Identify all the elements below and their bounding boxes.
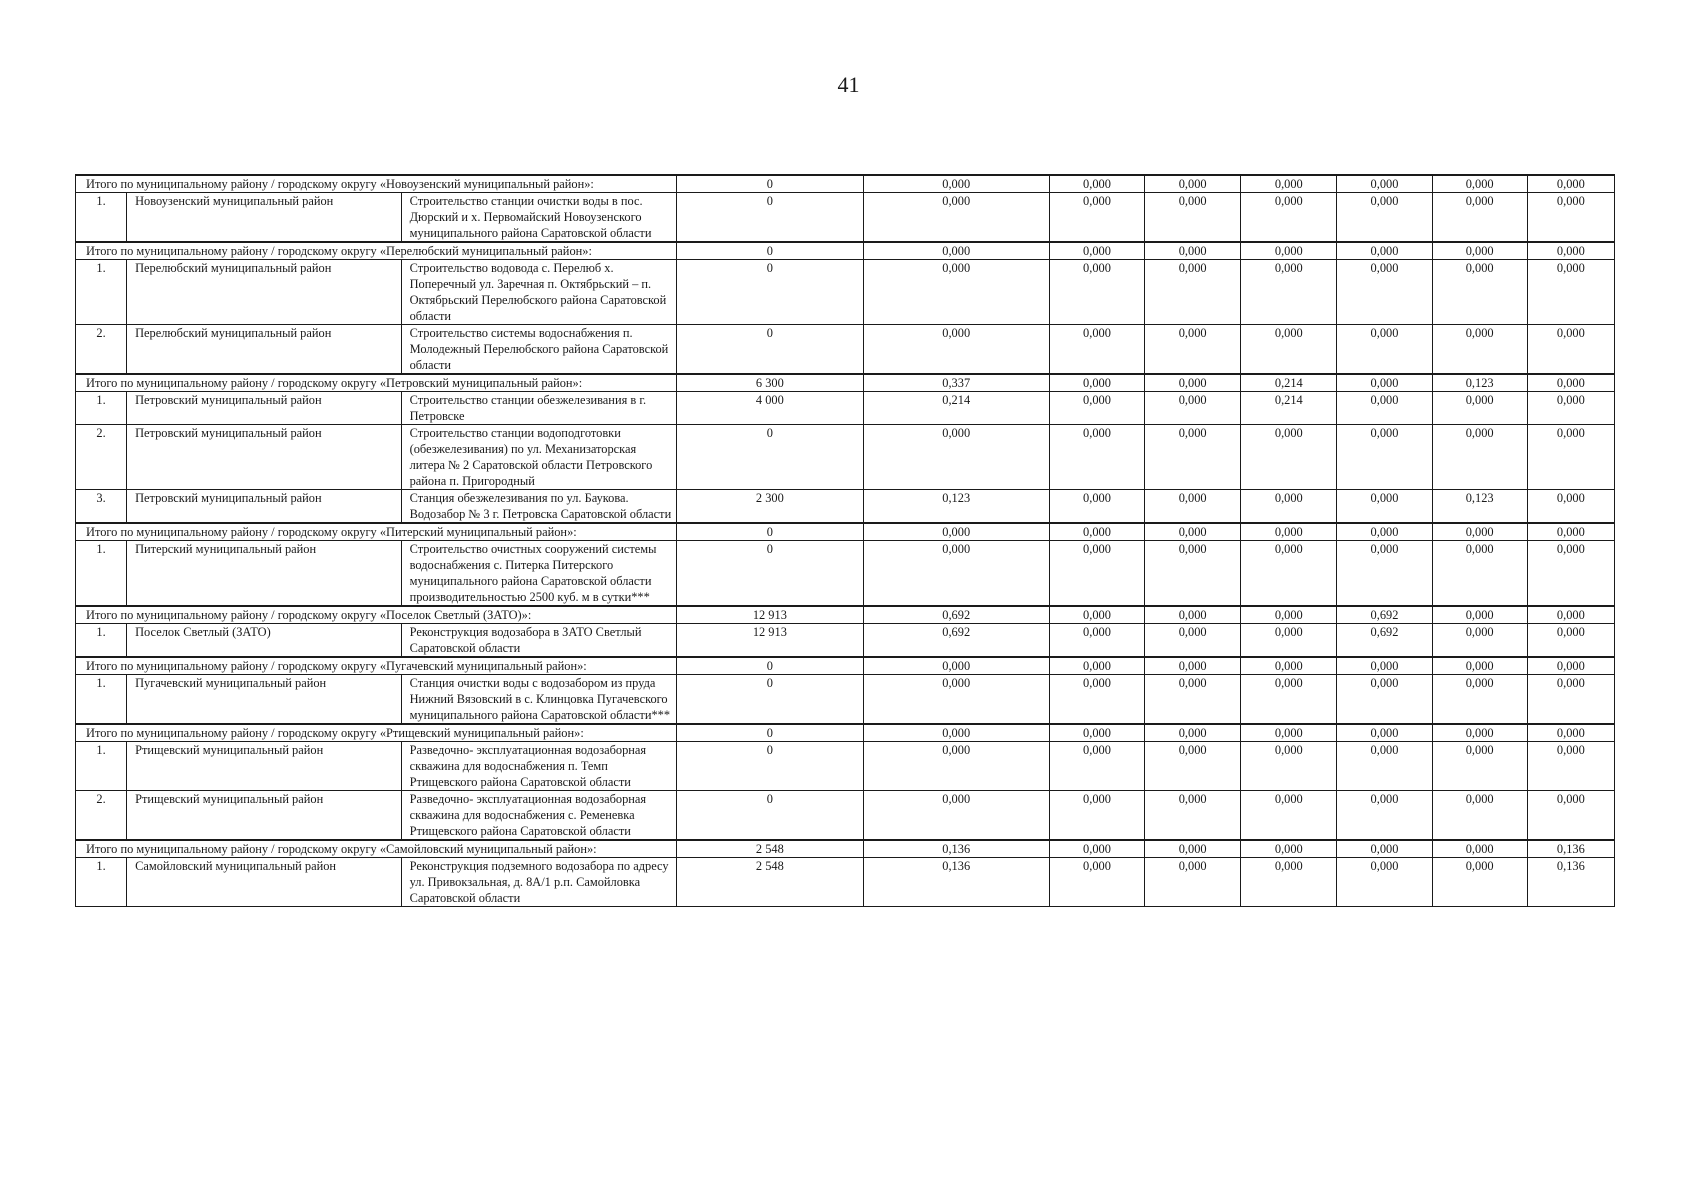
year-6-cell: 0,000 [1527, 724, 1614, 742]
year-2-cell: 0,000 [1145, 675, 1241, 725]
year-1-cell: 0,000 [1049, 791, 1144, 841]
capacity-cell: 0 [677, 193, 863, 243]
year-4-cell: 0,692 [1337, 606, 1432, 624]
total-label-cell: Итого по муниципальному району / городскому округу «Поселок Светлый (ЗАТО)»: [76, 606, 677, 624]
capacity-cell: 2 548 [677, 858, 863, 907]
total-cost-cell: 0,337 [863, 374, 1049, 392]
year-2-cell: 0,000 [1145, 624, 1241, 658]
year-3-cell: 0,000 [1241, 242, 1337, 260]
total-cost-cell: 0,000 [863, 657, 1049, 675]
year-1-cell: 0,000 [1049, 541, 1144, 607]
year-2-cell: 0,000 [1145, 425, 1241, 490]
row-number-cell: 3. [76, 490, 127, 524]
year-3-cell: 0,000 [1241, 742, 1337, 791]
year-6-cell: 0,000 [1527, 325, 1614, 375]
year-1-cell: 0,000 [1049, 260, 1144, 325]
year-3-cell: 0,214 [1241, 392, 1337, 425]
total-cost-cell: 0,000 [863, 541, 1049, 607]
object-cell: Разведочно- эксплуатационная водозаборная скважина для водоснабжения с. Ременевка Ртищевского района Саратовской области [401, 791, 677, 841]
year-6-cell: 0,000 [1527, 490, 1614, 524]
table-row [76, 425, 1615, 490]
total-row [76, 523, 1615, 541]
total-cost-cell: 0,000 [863, 523, 1049, 541]
total-cost-cell: 0,000 [863, 242, 1049, 260]
year-2-cell: 0,000 [1145, 175, 1241, 193]
capacity-cell: 12 913 [677, 624, 863, 658]
year-3-cell: 0,000 [1241, 523, 1337, 541]
capacity-cell: 6 300 [677, 374, 863, 392]
total-cost-cell: 0,000 [863, 260, 1049, 325]
year-6-cell: 0,000 [1527, 392, 1614, 425]
year-6-cell: 0,000 [1527, 374, 1614, 392]
year-6-cell: 0,136 [1527, 840, 1614, 858]
year-6-cell: 0,000 [1527, 657, 1614, 675]
object-cell: Станция обезжелезивания по ул. Баукова. Водозабор № 3 г. Петровска Саратовской области [401, 490, 677, 524]
year-4-cell: 0,000 [1337, 242, 1432, 260]
table-row [76, 675, 1615, 725]
year-6-cell: 0,000 [1527, 242, 1614, 260]
object-cell: Реконструкция подземного водозабора по адресу ул. Привокзальная, д. 8А/1 р.п. Самойловка Саратовской области [401, 858, 677, 907]
year-6-cell: 0,000 [1527, 791, 1614, 841]
year-2-cell: 0,000 [1145, 742, 1241, 791]
year-3-cell: 0,214 [1241, 374, 1337, 392]
district-cell: Перелюбский муниципальный район [127, 325, 402, 375]
year-3-cell: 0,000 [1241, 175, 1337, 193]
year-1-cell: 0,000 [1049, 742, 1144, 791]
capacity-cell: 0 [677, 791, 863, 841]
year-4-cell: 0,000 [1337, 840, 1432, 858]
object-cell: Строительство системы водоснабжения п. Молодежный Перелюбского района Саратовской области [401, 325, 677, 375]
table-row [76, 742, 1615, 791]
table-row [76, 624, 1615, 658]
total-label-cell: Итого по муниципальному району / городскому округу «Питерский муниципальный район»: [76, 523, 677, 541]
year-3-cell: 0,000 [1241, 675, 1337, 725]
page-number: 41 [837, 72, 860, 97]
capacity-cell: 0 [677, 541, 863, 607]
table-body [76, 175, 1615, 907]
year-2-cell: 0,000 [1145, 193, 1241, 243]
year-5-cell: 0,000 [1432, 840, 1527, 858]
capacity-cell: 12 913 [677, 606, 863, 624]
year-5-cell: 0,000 [1432, 392, 1527, 425]
year-5-cell: 0,000 [1432, 742, 1527, 791]
year-2-cell: 0,000 [1145, 490, 1241, 524]
total-row [76, 175, 1615, 193]
year-1-cell: 0,000 [1049, 325, 1144, 375]
district-cell: Поселок Светлый (ЗАТО) [127, 624, 402, 658]
year-5-cell: 0,000 [1432, 606, 1527, 624]
row-number-cell: 1. [76, 675, 127, 725]
year-2-cell: 0,000 [1145, 724, 1241, 742]
row-number-cell: 2. [76, 425, 127, 490]
total-cost-cell: 0,123 [863, 490, 1049, 524]
year-5-cell: 0,000 [1432, 193, 1527, 243]
object-cell: Станция очистки воды с водозабором из пруда Нижний Вязовский в с. Клинцовка Пугачевского муниципального района Саратовской области*** [401, 675, 677, 725]
year-4-cell: 0,000 [1337, 858, 1432, 907]
row-number-cell: 1. [76, 742, 127, 791]
capacity-cell: 2 300 [677, 490, 863, 524]
table-row [76, 193, 1615, 243]
total-cost-cell: 0,214 [863, 392, 1049, 425]
year-3-cell: 0,000 [1241, 325, 1337, 375]
total-row [76, 724, 1615, 742]
table-row [76, 541, 1615, 607]
district-cell: Ртищевский муниципальный район [127, 791, 402, 841]
year-1-cell: 0,000 [1049, 175, 1144, 193]
object-cell: Строительство станции водоподготовки (обезжелезивания) по ул. Механизаторская литера № 2 Саратовской области Петровского района п. Пригородный [401, 425, 677, 490]
year-2-cell: 0,000 [1145, 791, 1241, 841]
total-cost-cell: 0,000 [863, 175, 1049, 193]
district-cell: Петровский муниципальный район [127, 392, 402, 425]
year-6-cell: 0,000 [1527, 742, 1614, 791]
year-4-cell: 0,000 [1337, 374, 1432, 392]
year-3-cell: 0,000 [1241, 657, 1337, 675]
capacity-cell: 0 [677, 425, 863, 490]
year-2-cell: 0,000 [1145, 260, 1241, 325]
year-1-cell: 0,000 [1049, 675, 1144, 725]
total-cost-cell: 0,000 [863, 325, 1049, 375]
capacity-cell: 0 [677, 742, 863, 791]
year-3-cell: 0,000 [1241, 791, 1337, 841]
year-6-cell: 0,000 [1527, 606, 1614, 624]
year-4-cell: 0,000 [1337, 260, 1432, 325]
year-4-cell: 0,000 [1337, 657, 1432, 675]
object-cell: Строительство станции обезжелезивания в г. Петровске [401, 392, 677, 425]
row-number-cell: 1. [76, 624, 127, 658]
capacity-cell: 0 [677, 242, 863, 260]
year-5-cell: 0,000 [1432, 724, 1527, 742]
year-3-cell: 0,000 [1241, 490, 1337, 524]
year-4-cell: 0,000 [1337, 675, 1432, 725]
capacity-cell: 4 000 [677, 392, 863, 425]
year-5-cell: 0,000 [1432, 242, 1527, 260]
year-2-cell: 0,000 [1145, 858, 1241, 907]
year-1-cell: 0,000 [1049, 858, 1144, 907]
total-cost-cell: 0,692 [863, 624, 1049, 658]
row-number-cell: 1. [76, 858, 127, 907]
year-3-cell: 0,000 [1241, 425, 1337, 490]
capacity-cell: 0 [677, 523, 863, 541]
year-3-cell: 0,000 [1241, 840, 1337, 858]
year-1-cell: 0,000 [1049, 242, 1144, 260]
year-2-cell: 0,000 [1145, 523, 1241, 541]
year-6-cell: 0,000 [1527, 624, 1614, 658]
total-cost-cell: 0,000 [863, 675, 1049, 725]
capacity-cell: 2 548 [677, 840, 863, 858]
year-3-cell: 0,000 [1241, 606, 1337, 624]
year-5-cell: 0,000 [1432, 425, 1527, 490]
year-5-cell: 0,000 [1432, 624, 1527, 658]
capacity-cell: 0 [677, 325, 863, 375]
year-4-cell: 0,000 [1337, 724, 1432, 742]
table-row [76, 260, 1615, 325]
total-row [76, 657, 1615, 675]
year-6-cell: 0,000 [1527, 675, 1614, 725]
year-5-cell: 0,000 [1432, 858, 1527, 907]
table-row [76, 858, 1615, 907]
year-3-cell: 0,000 [1241, 858, 1337, 907]
year-1-cell: 0,000 [1049, 392, 1144, 425]
total-label-cell: Итого по муниципальному району / городскому округу «Новоузенский муниципальный район»: [76, 175, 677, 193]
year-3-cell: 0,000 [1241, 724, 1337, 742]
object-cell: Строительство водовода с. Перелюб х. Поперечный ул. Заречная п. Октябрьский – п. Октябрьский Перелюбского района Саратовской области [401, 260, 677, 325]
table-row [76, 392, 1615, 425]
total-row [76, 242, 1615, 260]
total-label-cell: Итого по муниципальному району / городскому округу «Пугачевский муниципальный район»: [76, 657, 677, 675]
object-cell: Строительство очистных сооружений системы водоснабжения с. Питерка Питерского муниципального района Саратовской области производительностью 2500 куб. м в сутки*** [401, 541, 677, 607]
year-1-cell: 0,000 [1049, 523, 1144, 541]
year-6-cell: 0,136 [1527, 858, 1614, 907]
total-cost-cell: 0,136 [863, 858, 1049, 907]
year-4-cell: 0,000 [1337, 490, 1432, 524]
year-6-cell: 0,000 [1527, 193, 1614, 243]
year-3-cell: 0,000 [1241, 541, 1337, 607]
district-cell: Самойловский муниципальный район [127, 858, 402, 907]
year-2-cell: 0,000 [1145, 374, 1241, 392]
year-1-cell: 0,000 [1049, 657, 1144, 675]
year-2-cell: 0,000 [1145, 657, 1241, 675]
investment-program-table [75, 174, 1615, 907]
year-3-cell: 0,000 [1241, 624, 1337, 658]
total-row [76, 374, 1615, 392]
year-6-cell: 0,000 [1527, 541, 1614, 607]
capacity-cell: 0 [677, 175, 863, 193]
year-5-cell: 0,123 [1432, 490, 1527, 524]
capacity-cell: 0 [677, 260, 863, 325]
year-5-cell: 0,000 [1432, 541, 1527, 607]
year-4-cell: 0,000 [1337, 791, 1432, 841]
total-label-cell: Итого по муниципальному району / городскому округу «Самойловский муниципальный район»: [76, 840, 677, 858]
row-number-cell: 1. [76, 260, 127, 325]
year-1-cell: 0,000 [1049, 374, 1144, 392]
row-number-cell: 1. [76, 193, 127, 243]
year-5-cell: 0,000 [1432, 791, 1527, 841]
row-number-cell: 1. [76, 392, 127, 425]
year-6-cell: 0,000 [1527, 425, 1614, 490]
year-5-cell: 0,123 [1432, 374, 1527, 392]
year-5-cell: 0,000 [1432, 657, 1527, 675]
total-label-cell: Итого по муниципальному району / городскому округу «Ртищевский муниципальный район»: [76, 724, 677, 742]
year-4-cell: 0,692 [1337, 624, 1432, 658]
year-6-cell: 0,000 [1527, 260, 1614, 325]
year-1-cell: 0,000 [1049, 840, 1144, 858]
district-cell: Новоузенский муниципальный район [127, 193, 402, 243]
year-2-cell: 0,000 [1145, 392, 1241, 425]
year-4-cell: 0,000 [1337, 392, 1432, 425]
district-cell: Питерский муниципальный район [127, 541, 402, 607]
district-cell: Перелюбский муниципальный район [127, 260, 402, 325]
year-6-cell: 0,000 [1527, 175, 1614, 193]
capacity-cell: 0 [677, 675, 863, 725]
year-2-cell: 0,000 [1145, 242, 1241, 260]
total-row [76, 840, 1615, 858]
year-4-cell: 0,000 [1337, 742, 1432, 791]
capacity-cell: 0 [677, 724, 863, 742]
row-number-cell: 2. [76, 325, 127, 375]
total-cost-cell: 0,000 [863, 425, 1049, 490]
year-4-cell: 0,000 [1337, 193, 1432, 243]
total-cost-cell: 0,000 [863, 791, 1049, 841]
year-4-cell: 0,000 [1337, 425, 1432, 490]
year-4-cell: 0,000 [1337, 175, 1432, 193]
year-1-cell: 0,000 [1049, 490, 1144, 524]
year-4-cell: 0,000 [1337, 325, 1432, 375]
year-3-cell: 0,000 [1241, 193, 1337, 243]
year-2-cell: 0,000 [1145, 606, 1241, 624]
object-cell: Реконструкция водозабора в ЗАТО Светлый Саратовской области [401, 624, 677, 658]
year-5-cell: 0,000 [1432, 175, 1527, 193]
year-3-cell: 0,000 [1241, 260, 1337, 325]
year-4-cell: 0,000 [1337, 541, 1432, 607]
year-2-cell: 0,000 [1145, 325, 1241, 375]
year-2-cell: 0,000 [1145, 840, 1241, 858]
year-1-cell: 0,000 [1049, 624, 1144, 658]
table-row [76, 325, 1615, 375]
year-1-cell: 0,000 [1049, 724, 1144, 742]
district-cell: Ртищевский муниципальный район [127, 742, 402, 791]
table-row [76, 791, 1615, 841]
year-5-cell: 0,000 [1432, 675, 1527, 725]
table-row [76, 490, 1615, 524]
total-cost-cell: 0,136 [863, 840, 1049, 858]
object-cell: Разведочно- эксплуатационная водозаборная скважина для водоснабжения п. Темп Ртищевского района Саратовской области [401, 742, 677, 791]
year-5-cell: 0,000 [1432, 260, 1527, 325]
total-cost-cell: 0,000 [863, 193, 1049, 243]
year-2-cell: 0,000 [1145, 541, 1241, 607]
row-number-cell: 1. [76, 541, 127, 607]
year-5-cell: 0,000 [1432, 325, 1527, 375]
year-4-cell: 0,000 [1337, 523, 1432, 541]
capacity-cell: 0 [677, 657, 863, 675]
district-cell: Петровский муниципальный район [127, 490, 402, 524]
total-cost-cell: 0,692 [863, 606, 1049, 624]
year-6-cell: 0,000 [1527, 523, 1614, 541]
total-cost-cell: 0,000 [863, 724, 1049, 742]
year-1-cell: 0,000 [1049, 606, 1144, 624]
total-label-cell: Итого по муниципальному району / городскому округу «Петровский муниципальный район»: [76, 374, 677, 392]
total-row [76, 606, 1615, 624]
district-cell: Пугачевский муниципальный район [127, 675, 402, 725]
total-label-cell: Итого по муниципальному району / городскому округу «Перелюбский муниципальный район»: [76, 242, 677, 260]
object-cell: Строительство станции очистки воды в пос. Дюрский и х. Первомайский Новоузенского муниципального района Саратовской области [401, 193, 677, 243]
district-cell: Петровский муниципальный район [127, 425, 402, 490]
row-number-cell: 2. [76, 791, 127, 841]
year-5-cell: 0,000 [1432, 523, 1527, 541]
year-1-cell: 0,000 [1049, 193, 1144, 243]
total-cost-cell: 0,000 [863, 742, 1049, 791]
year-1-cell: 0,000 [1049, 425, 1144, 490]
